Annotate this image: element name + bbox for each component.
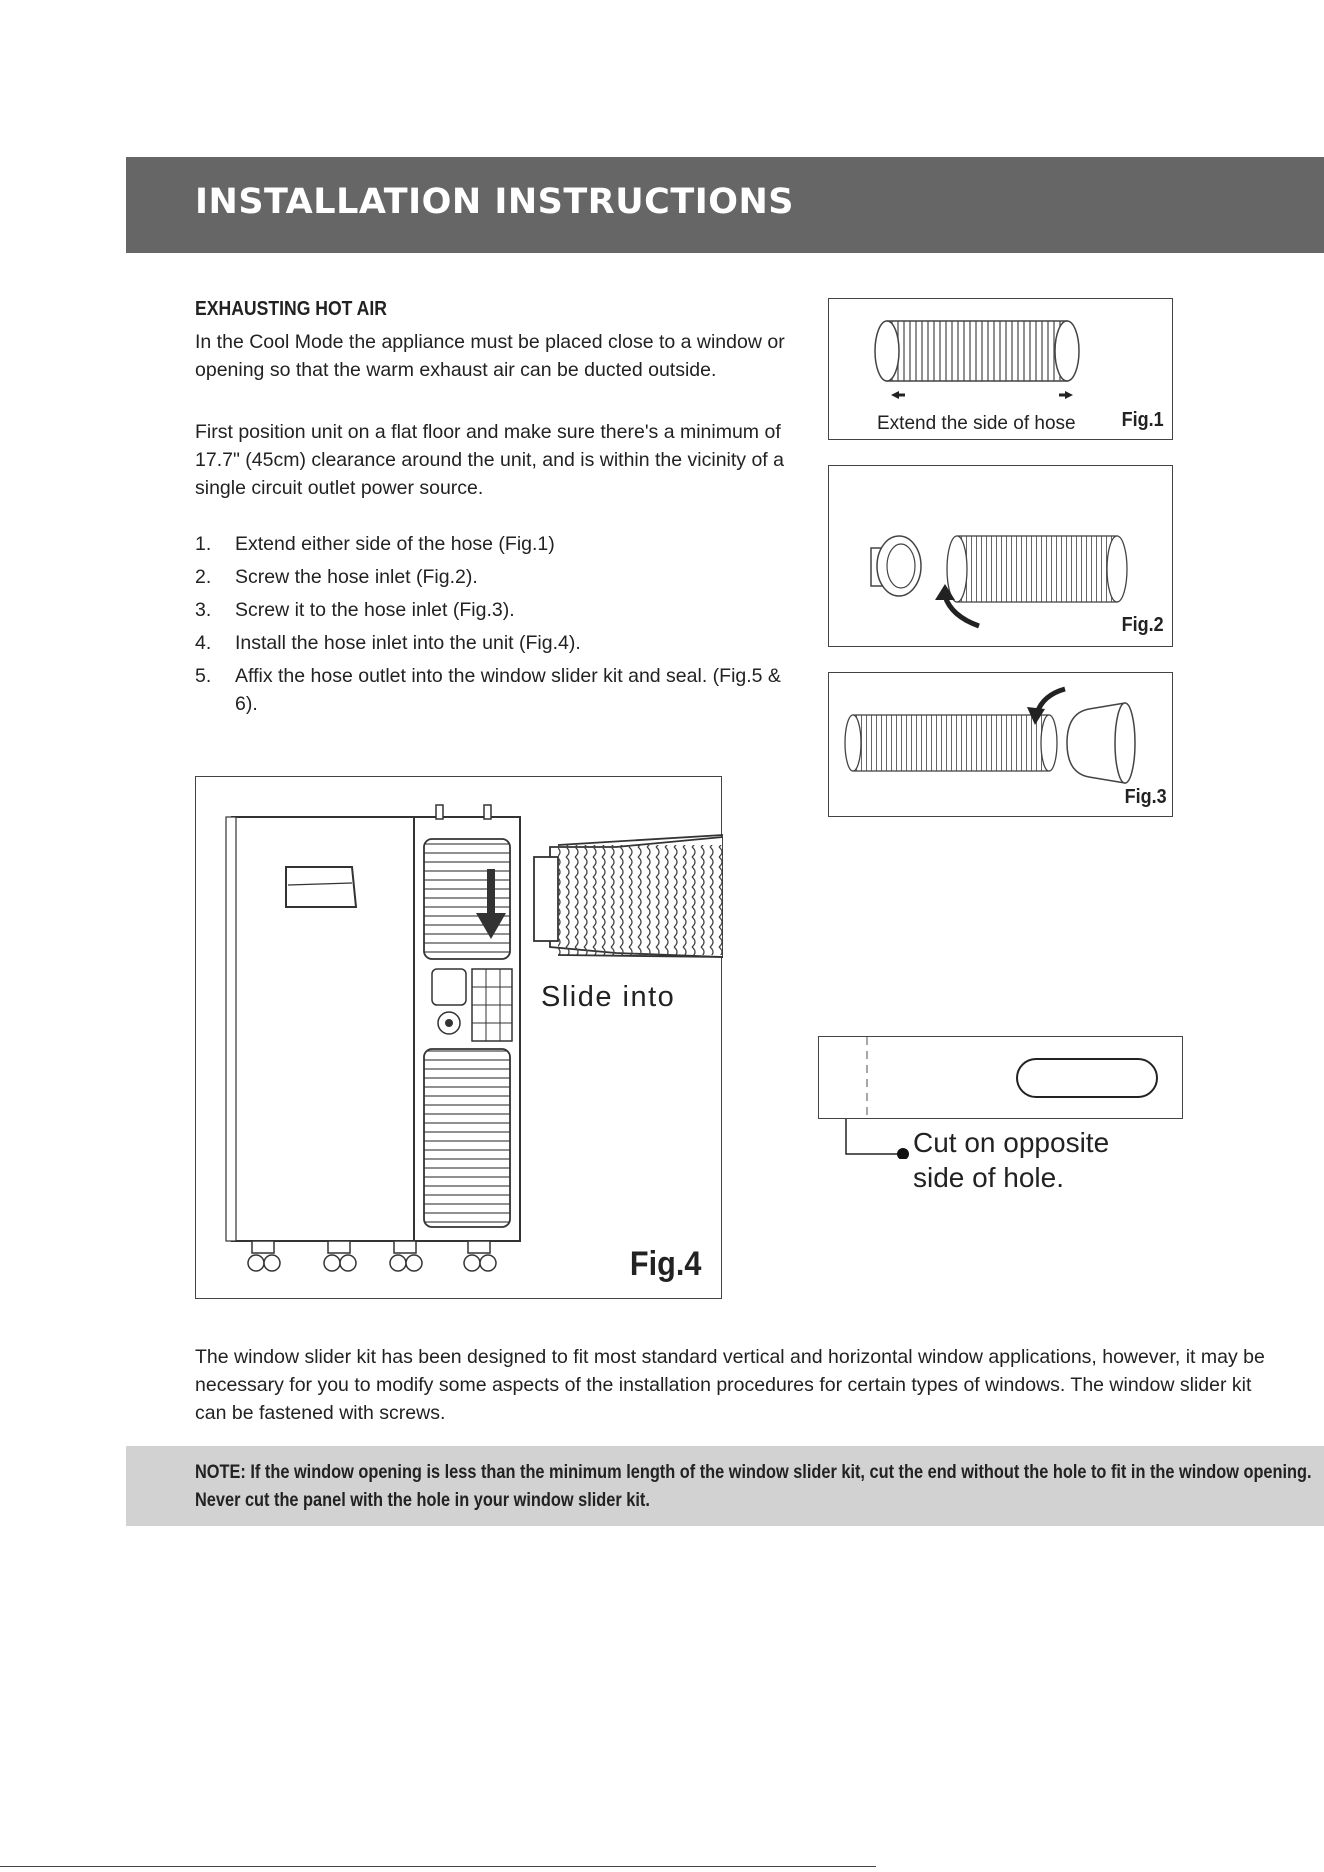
step-number: 3. [195,599,212,621]
slider-kit-paragraph: The window slider kit has been designed to fit most standard vertical and horizontal window applications, however, it may be necessary for you to modify some aspects of the installation procedures for certain types of windows. The window slider kit can be fastened with screws. [195,1346,1265,1424]
cut-note [913,1125,1109,1195]
hose-outlet-illustration [829,673,1174,818]
header-bar [126,157,1324,253]
step-text: Extend either side of the hose (Fig.1) [235,533,555,555]
cut-note-line1: Cut on opposite [913,1127,1110,1158]
step-number: 5. [195,665,212,687]
step-text: Screw it to the hose inlet (Fig.3). [235,599,515,621]
step-item [195,530,795,558]
figure-2 [828,465,1173,647]
note-text: NOTE: If the window opening is less than the minimum length of the window slider kit, cut the end without the hole to fit in the window opening. Never cut the panel with the hole in your window slider kit. [195,1462,1312,1511]
page-title: INSTALLATION INSTRUCTIONS [195,182,794,222]
step-item [195,629,795,657]
cut-callout-leader [830,1119,920,1159]
step-item [195,662,795,718]
right-arrow-icon [1059,391,1073,399]
fig2-label: Fig.2 [1121,614,1164,636]
step-text: Affix the hose outlet into the window slider kit and seal. (Fig.5 & 6). [235,665,781,715]
step-item [195,596,795,624]
unit-install-illustration [196,777,723,1300]
bottom-rule [0,1866,876,1867]
note-bar [126,1446,1324,1526]
step-number: 4. [195,632,212,654]
fig4-label: Fig.4 [629,1245,701,1283]
bullet-dot-icon [897,1148,909,1159]
figure-3 [828,672,1173,817]
window-slider-panel [818,1036,1183,1119]
step-text: Screw the hose inlet (Fig.2). [235,566,478,588]
intro-paragraph: In the Cool Mode the appliance must be placed close to a window or opening so that the warm exhaust air can be ducted outside. [195,331,785,381]
figure-4 [195,776,722,1299]
left-arrow-icon [891,391,905,399]
step-text: Install the hose inlet into the unit (Fig.4). [235,632,581,654]
slide-into-label: Slide into [541,981,676,1013]
slider-panel-illustration [819,1037,1184,1120]
section-heading: EXHAUSTING HOT AIR [195,298,387,320]
cut-note-line2: side of hole. [913,1162,1064,1193]
position-paragraph: First position unit on a flat floor and make sure there's a minimum of 17.7" (45cm) clearance around the unit, and is within the vicinity of a single circuit outlet power source. [195,421,784,499]
fig1-label: Fig.1 [1121,409,1164,431]
fig3-label: Fig.3 [1124,786,1167,808]
fig1-caption: Extend the side of hose [877,413,1076,434]
step-item [195,563,795,591]
steps-list [195,530,795,723]
step-number: 2. [195,566,212,588]
step-number: 1. [195,533,212,555]
figure-1 [828,298,1173,440]
